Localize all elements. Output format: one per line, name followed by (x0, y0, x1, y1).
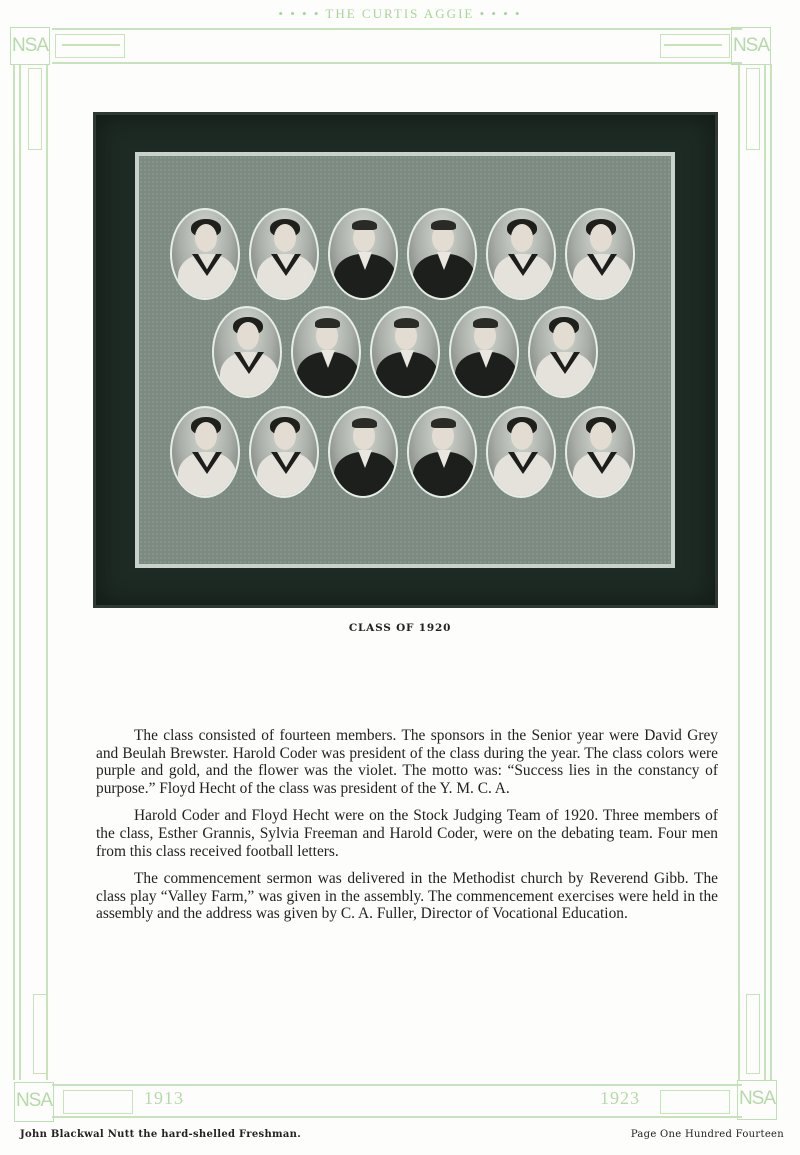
monogram-top-left: NSA (10, 27, 50, 65)
border-rule-bottom-outer (52, 1084, 742, 1086)
paragraph: Harold Coder and Floyd Hecht were on the Stock Judging Team of 1920. Three members of the class, Esther Grannis, Sylvia Freeman and Harold Coder, were on the debating team. Four men from this class received football letters. (96, 807, 718, 860)
page-number: Page One Hundred Fourteen (630, 1129, 784, 1140)
class-portrait (328, 208, 398, 300)
border-rail-right-inner (738, 64, 740, 1080)
border-rule-bottom-inner (52, 1116, 742, 1118)
border-panel-top-right (660, 34, 730, 58)
class-portrait (249, 208, 319, 300)
paragraph: The class consisted of fourteen members. The sponsors in the Senior year were David Grey and Beulah Brewster. Harold Coder was president of the class during the year. The class colors were purple and gold, and the flower was the violet. The motto was: “Success lies in the constancy of purpose.” Floyd Hecht of the class was president of the Y. M. C. A. (96, 727, 718, 797)
class-portrait (486, 406, 556, 498)
border-panel-bottom-right (660, 1090, 730, 1114)
class-portrait (528, 306, 598, 398)
border-panel-left-bottom (33, 994, 47, 1074)
border-rail-right-mid (764, 64, 766, 1080)
border-rail-right-outer (770, 64, 772, 1080)
running-header (0, 6, 800, 22)
article-body (96, 727, 718, 933)
border-rail-left-outer (13, 64, 15, 1080)
class-portrait (486, 208, 556, 300)
class-portrait (565, 208, 635, 300)
paragraph: The commencement sermon was delivered in the Methodist church by Reverend Gibb. The class play “Valley Farm,” was given in the assembly. The commencement exercises were held in the assembly and the address was given by C. A. Fuller, Director of Vocational Education. (96, 870, 718, 923)
border-panel-right-bottom (746, 994, 760, 1074)
border-year-end: 1923 (600, 1088, 640, 1108)
border-rail-left-inner (46, 64, 48, 1080)
border-rail-left-mid (19, 64, 21, 1080)
class-portrait (407, 406, 477, 498)
class-portrait (328, 406, 398, 498)
border-panel-bottom-left (63, 1090, 133, 1114)
photo-caption: CLASS OF 1920 (348, 622, 452, 634)
border-bar-top-right (664, 44, 722, 46)
border-bar-top-left (62, 44, 120, 46)
class-portrait (565, 406, 635, 498)
monogram-bottom-right: NSA (737, 1080, 777, 1120)
class-portrait (370, 306, 440, 398)
class-portrait (212, 306, 282, 398)
monogram-bottom-left: NSA (14, 1082, 54, 1122)
border-panel-top-left (55, 34, 125, 58)
class-photo-mat (135, 152, 675, 568)
monogram-top-right: NSA (731, 27, 771, 65)
border-panel-right-top (746, 68, 760, 150)
class-photo-frame (93, 112, 718, 608)
header-ornament-right: • • • • (479, 6, 522, 21)
class-portrait (407, 208, 477, 300)
class-portrait (249, 406, 319, 498)
publication-title: THE CURTIS AGGIE (325, 6, 475, 21)
class-portrait (449, 306, 519, 398)
class-portrait (170, 406, 240, 498)
border-rule-top-inner (52, 62, 742, 64)
class-portrait (291, 306, 361, 398)
class-portrait (170, 208, 240, 300)
border-year-start: 1913 (144, 1088, 184, 1108)
border-rule-top-outer (52, 28, 742, 30)
border-panel-left-top (28, 68, 42, 150)
header-ornament-left: • • • • (278, 6, 321, 21)
footer-joke: John Blackwal Nutt the hard-shelled Freshman. (20, 1129, 302, 1140)
